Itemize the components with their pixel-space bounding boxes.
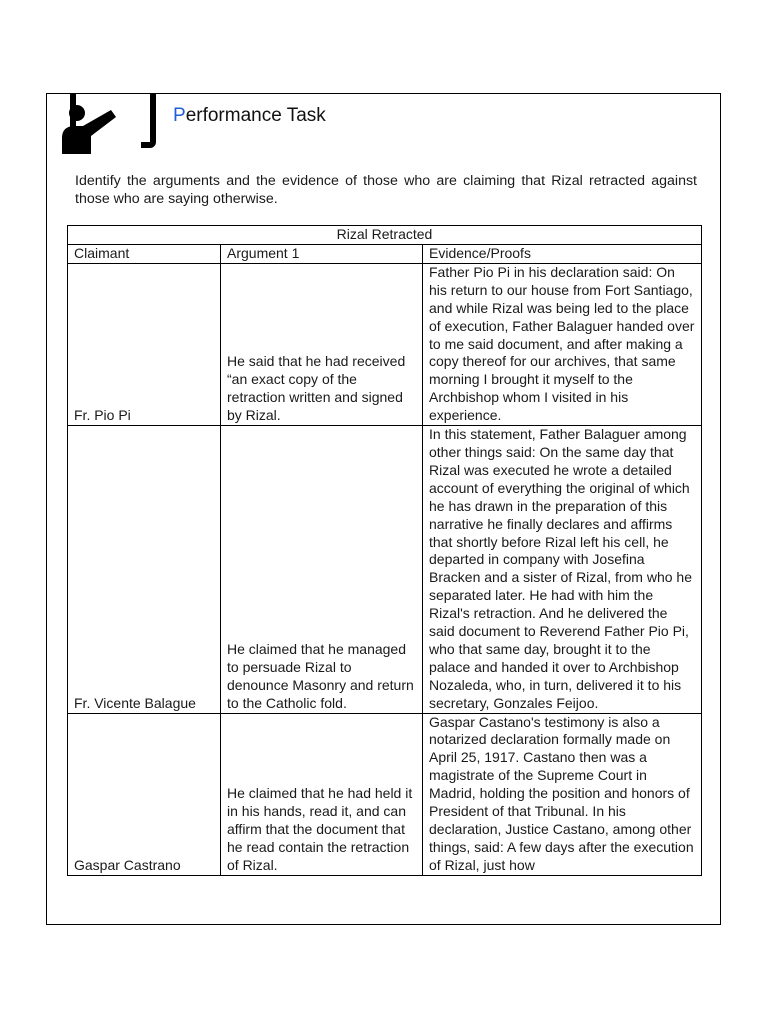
table-caption: Rizal Retracted	[68, 226, 702, 245]
column-header-argument: Argument 1	[221, 245, 423, 264]
page-title	[173, 105, 326, 127]
performance-task-frame	[46, 93, 721, 925]
claimant-cell: Fr. Pio Pi	[68, 263, 221, 425]
argument-cell: He said that he had received “an exact copy of the retraction written and signed by Rizal.	[221, 263, 423, 425]
instructions-text: Identify the arguments and the evidence of those who are claiming that Rizal retracted against those who are saying otherwise.	[75, 173, 697, 207]
title-first-letter: P	[173, 105, 186, 126]
column-header-evidence: Evidence/Proofs	[423, 245, 702, 264]
presentation-board-icon	[61, 93, 171, 156]
claimant-cell: Fr. Vicente Balague	[68, 426, 221, 714]
header	[61, 93, 461, 156]
table-row	[68, 263, 702, 425]
column-header-claimant: Claimant	[68, 245, 221, 264]
evidence-cell: Gaspar Castano's testimony is also a notarized declaration formally made on April 25, 1917. Castano then was a magistrate of the Supreme Court in Madrid, holding the position and honors of President of that Tribunal. In his declaration, Justice Castano, among other things, said: A few days after the execution of Rizal, just how	[423, 713, 702, 875]
table-row	[68, 426, 702, 714]
retraction-table	[67, 225, 702, 876]
argument-cell: He claimed that he had held it in his hands, read it, and can affirm that the document that he read contain the retraction of Rizal.	[221, 713, 423, 875]
evidence-cell: Father Pio Pi in his declaration said: On his return to our house from Fort Santiago, and while Rizal was being led to the place of execution, Father Balaguer handed over to me said document, and after making a copy thereof for our archives, that same morning I brought it myself to the Archbishop whom I visited in his experience.	[423, 263, 702, 425]
title-rest: erformance Task	[185, 105, 326, 126]
claimant-cell: Gaspar Castrano	[68, 713, 221, 875]
evidence-cell: In this statement, Father Balaguer among other things said: On the same day that Rizal was executed he wrote a detailed account of everything the original of which he has drawn in the preparation of this narrative he finally declares and affirms that shortly before Rizal left his cell, he departed in company with Josefina Bracken and a sister of Rizal, from who he separated later. He had with him the Rizal's retraction. And he delivered the said document to Reverend Father Pio Pi, who that same day, brought it to the palace and handed it over to Archbishop Nozaleda, who, in turn, delivered it to his secretary, Gonzales Feijoo.	[423, 426, 702, 714]
table-row	[68, 713, 702, 875]
table-header-row	[68, 245, 702, 264]
argument-cell: He claimed that he managed to persuade Rizal to denounce Masonry and return to the Catholic fold.	[221, 426, 423, 714]
